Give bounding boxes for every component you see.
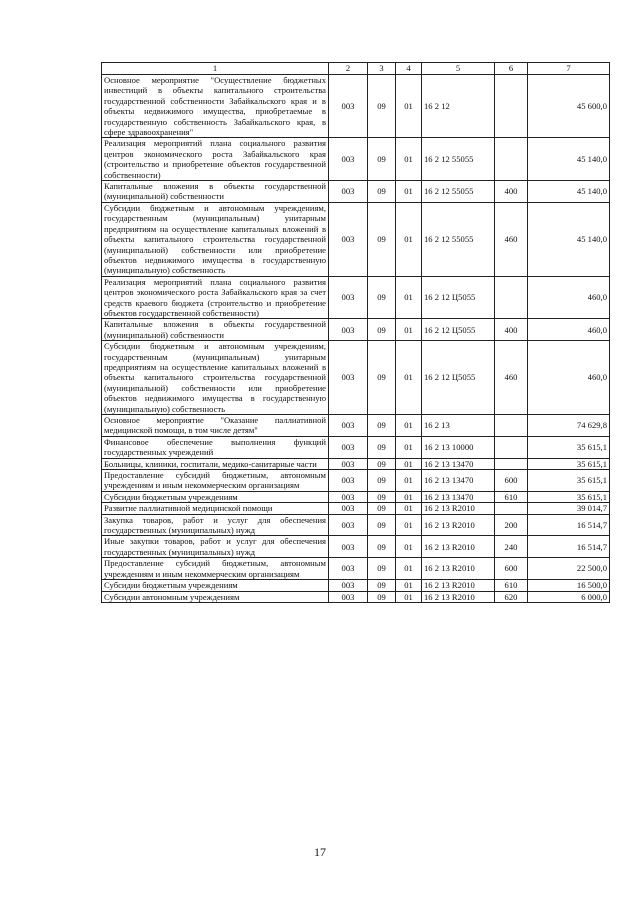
- ministry-code-cell: 003: [329, 181, 368, 203]
- row-name-cell: Субсидии автономным учреждениям: [102, 591, 329, 602]
- section-code-cell: 09: [368, 470, 396, 492]
- subsection-code-cell: 01: [396, 341, 422, 415]
- subsection-code-cell: 01: [396, 436, 422, 458]
- target-article-cell: 16 2 12 55055: [422, 181, 495, 203]
- amount-cell: 45 140,0: [528, 181, 610, 203]
- section-code-cell: 09: [368, 276, 396, 319]
- target-article-cell: 16 2 13 R2010: [422, 591, 495, 602]
- ministry-code-cell: 003: [329, 558, 368, 580]
- expense-type-cell: 400: [495, 319, 528, 341]
- ministry-code-cell: 003: [329, 319, 368, 341]
- section-code-cell: 09: [368, 415, 396, 437]
- table-row: [102, 415, 610, 437]
- budget-table: [101, 62, 610, 603]
- ministry-code-cell: 003: [329, 276, 368, 319]
- subsection-code-cell: 01: [396, 470, 422, 492]
- subsection-code-cell: 01: [396, 591, 422, 602]
- target-article-cell: 16 2 13: [422, 415, 495, 437]
- subsection-code-cell: 01: [396, 202, 422, 276]
- ministry-code-cell: 003: [329, 514, 368, 536]
- row-name-cell: Предоставление субсидий бюджетным, автономным учреждениям и иным некоммерческим организациям: [102, 470, 329, 492]
- target-article-cell: 16 2 13 13470: [422, 470, 495, 492]
- section-code-cell: 09: [368, 591, 396, 602]
- expense-type-cell: [495, 75, 528, 138]
- amount-cell: 35 615,1: [528, 491, 610, 502]
- subsection-code-cell: 01: [396, 514, 422, 536]
- column-header-1: 1: [102, 63, 329, 75]
- table-row: [102, 580, 610, 591]
- amount-cell: 22 500,0: [528, 558, 610, 580]
- row-name-cell: Субсидии бюджетным учреждениям: [102, 580, 329, 591]
- table-row: [102, 558, 610, 580]
- ministry-code-cell: 003: [329, 202, 368, 276]
- header-row: [102, 63, 610, 75]
- section-code-cell: 09: [368, 75, 396, 138]
- target-article-cell: 16 2 12: [422, 75, 495, 138]
- row-name-cell: Основное мероприятие "Осуществление бюджетных инвестиций в объекты капитального строительства государственной собственности Забайкальского края и в объекты недвижимого имущества, приобретаемые в государственную собственность Забайкальского края, в сфере здравоохранения": [102, 75, 329, 138]
- table-row: [102, 341, 610, 415]
- table-row: [102, 458, 610, 469]
- subsection-code-cell: 01: [396, 580, 422, 591]
- column-header-6: 6: [495, 63, 528, 75]
- target-article-cell: 16 2 13 10000: [422, 436, 495, 458]
- table-body: [102, 75, 610, 603]
- ministry-code-cell: 003: [329, 341, 368, 415]
- amount-cell: 16 514,7: [528, 514, 610, 536]
- subsection-code-cell: 01: [396, 503, 422, 514]
- table-row: [102, 202, 610, 276]
- ministry-code-cell: 003: [329, 138, 368, 181]
- target-article-cell: 16 2 13 R2010: [422, 503, 495, 514]
- amount-cell: 45 140,0: [528, 138, 610, 181]
- table-row: [102, 591, 610, 602]
- expense-type-cell: [495, 138, 528, 181]
- amount-cell: 74 629,8: [528, 415, 610, 437]
- page-number: 17: [314, 845, 326, 859]
- section-code-cell: 09: [368, 503, 396, 514]
- row-name-cell: Капитальные вложения в объекты государственной (муниципальной) собственности: [102, 181, 329, 203]
- subsection-code-cell: 01: [396, 276, 422, 319]
- expense-type-cell: 200: [495, 514, 528, 536]
- row-name-cell: Закупка товаров, работ и услуг для обеспечения государственных (муниципальных) нужд: [102, 514, 329, 536]
- ministry-code-cell: 003: [329, 436, 368, 458]
- amount-cell: 460,0: [528, 319, 610, 341]
- subsection-code-cell: 01: [396, 458, 422, 469]
- table-row: [102, 138, 610, 181]
- section-code-cell: 09: [368, 436, 396, 458]
- ministry-code-cell: 003: [329, 580, 368, 591]
- subsection-code-cell: 01: [396, 536, 422, 558]
- row-name-cell: Субсидии бюджетным учреждениям: [102, 491, 329, 502]
- row-name-cell: Финансовое обеспечение выполнения функций государственных учреждений: [102, 436, 329, 458]
- target-article-cell: 16 2 13 13470: [422, 458, 495, 469]
- row-name-cell: Субсидии бюджетным и автономным учреждениям, государственным (муниципальным) унитарным предприятиям на осуществление капитальных вложений в объекты капитального строительства государственной (муниципальной) собственности или приобретение объектов недвижимого имущества в государственную (муниципальную) собственность: [102, 341, 329, 415]
- section-code-cell: 09: [368, 319, 396, 341]
- target-article-cell: 16 2 12 55055: [422, 138, 495, 181]
- target-article-cell: 16 2 13 R2010: [422, 558, 495, 580]
- column-header-7: 7: [528, 63, 610, 75]
- table-row: [102, 436, 610, 458]
- target-article-cell: 16 2 12 Ц5055: [422, 319, 495, 341]
- expense-type-cell: 460: [495, 341, 528, 415]
- column-header-4: 4: [396, 63, 422, 75]
- row-name-cell: Субсидии бюджетным и автономным учреждениям, государственным (муниципальным) унитарным предприятиям на осуществление капитальных вложений в объекты капитального строительства государственной (муниципальной) собственности или приобретение объектов недвижимого имущества в государственную (муниципальную) собственность: [102, 202, 329, 276]
- ministry-code-cell: 003: [329, 470, 368, 492]
- target-article-cell: 16 2 12 55055: [422, 202, 495, 276]
- table-row: [102, 503, 610, 514]
- target-article-cell: 16 2 12 Ц5055: [422, 276, 495, 319]
- amount-cell: 35 615,1: [528, 458, 610, 469]
- column-header-3: 3: [368, 63, 396, 75]
- amount-cell: 45 140,0: [528, 202, 610, 276]
- column-header-2: 2: [329, 63, 368, 75]
- subsection-code-cell: 01: [396, 415, 422, 437]
- column-header-5: 5: [422, 63, 495, 75]
- expense-type-cell: 620: [495, 591, 528, 602]
- ministry-code-cell: 003: [329, 415, 368, 437]
- row-name-cell: Больницы, клиники, госпитали, медико-санитарные части: [102, 458, 329, 469]
- target-article-cell: 16 2 12 Ц5055: [422, 341, 495, 415]
- amount-cell: 35 615,1: [528, 436, 610, 458]
- subsection-code-cell: 01: [396, 181, 422, 203]
- expense-type-cell: 460: [495, 202, 528, 276]
- row-name-cell: Капитальные вложения в объекты государственной (муниципальной) собственности: [102, 319, 329, 341]
- ministry-code-cell: 003: [329, 458, 368, 469]
- table-row: [102, 319, 610, 341]
- row-name-cell: Основное мероприятие "Оказание паллиативной медицинской помощи, в том числе детям": [102, 415, 329, 437]
- row-name-cell: Реализация мероприятий плана социального развития центров экономического роста Забайкальского края за счет средств краевого бюджета (строительство и приобретение объектов государственной собственности): [102, 276, 329, 319]
- subsection-code-cell: 01: [396, 491, 422, 502]
- expense-type-cell: 600: [495, 558, 528, 580]
- section-code-cell: 09: [368, 491, 396, 502]
- ministry-code-cell: 003: [329, 536, 368, 558]
- amount-cell: 6 000,0: [528, 591, 610, 602]
- table-row: [102, 181, 610, 203]
- target-article-cell: 16 2 13 R2010: [422, 580, 495, 591]
- expense-type-cell: [495, 415, 528, 437]
- section-code-cell: 09: [368, 181, 396, 203]
- subsection-code-cell: 01: [396, 558, 422, 580]
- ministry-code-cell: 003: [329, 591, 368, 602]
- section-code-cell: 09: [368, 558, 396, 580]
- ministry-code-cell: 003: [329, 503, 368, 514]
- section-code-cell: 09: [368, 580, 396, 591]
- section-code-cell: 09: [368, 536, 396, 558]
- table-row: [102, 470, 610, 492]
- expense-type-cell: [495, 458, 528, 469]
- section-code-cell: 09: [368, 202, 396, 276]
- expense-type-cell: [495, 436, 528, 458]
- row-name-cell: Развитие паллиативной медицинской помощи: [102, 503, 329, 514]
- table-row: [102, 276, 610, 319]
- table-row: [102, 491, 610, 502]
- amount-cell: 45 600,0: [528, 75, 610, 138]
- expense-type-cell: 400: [495, 181, 528, 203]
- amount-cell: 460,0: [528, 341, 610, 415]
- section-code-cell: 09: [368, 514, 396, 536]
- subsection-code-cell: 01: [396, 138, 422, 181]
- expense-type-cell: [495, 503, 528, 514]
- expense-type-cell: 610: [495, 580, 528, 591]
- amount-cell: 16 514,7: [528, 536, 610, 558]
- table-row: [102, 536, 610, 558]
- ministry-code-cell: 003: [329, 491, 368, 502]
- section-code-cell: 09: [368, 341, 396, 415]
- row-name-cell: Реализация мероприятий плана социального развития центров экономического роста Забайкальского края (строительство и приобретение объектов государственной собственности): [102, 138, 329, 181]
- expense-type-cell: 600: [495, 470, 528, 492]
- target-article-cell: 16 2 13 R2010: [422, 536, 495, 558]
- subsection-code-cell: 01: [396, 75, 422, 138]
- row-name-cell: Иные закупки товаров, работ и услуг для обеспечения государственных (муниципальных) нужд: [102, 536, 329, 558]
- amount-cell: 16 500,0: [528, 580, 610, 591]
- amount-cell: 460,0: [528, 276, 610, 319]
- table-row: [102, 75, 610, 138]
- expense-type-cell: [495, 276, 528, 319]
- row-name-cell: Предоставление субсидий бюджетным, автономным учреждениям и иным некоммерческим организациям: [102, 558, 329, 580]
- target-article-cell: 16 2 13 13470: [422, 491, 495, 502]
- section-code-cell: 09: [368, 458, 396, 469]
- expense-type-cell: 610: [495, 491, 528, 502]
- target-article-cell: 16 2 13 R2010: [422, 514, 495, 536]
- table-header: [102, 63, 610, 75]
- table-row: [102, 514, 610, 536]
- section-code-cell: 09: [368, 138, 396, 181]
- expense-type-cell: 240: [495, 536, 528, 558]
- ministry-code-cell: 003: [329, 75, 368, 138]
- subsection-code-cell: 01: [396, 319, 422, 341]
- amount-cell: 39 014,7: [528, 503, 610, 514]
- amount-cell: 35 615,1: [528, 470, 610, 492]
